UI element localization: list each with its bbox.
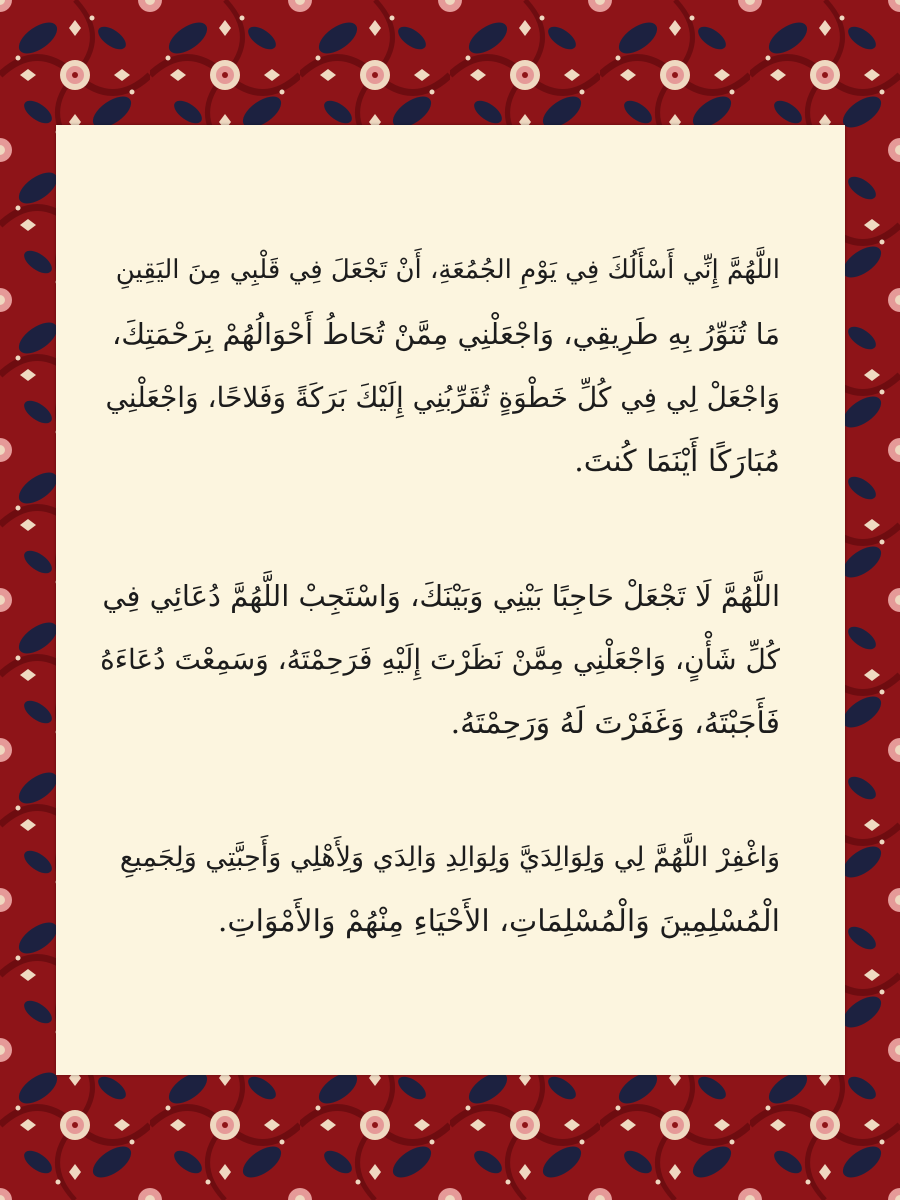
prayer-line: وَاجْعَلْ لِي فِي كُلِّ خَطْوَةٍ تُقَرِّبُنِي إِلَيْكَ بَرَكَةً وَفَلاحًا، وَاجْعَلْنِي	[105, 381, 780, 414]
prayer-line: فَأَجَبْتَهُ، وَغَفَرْتَ لَهُ وَرَحِمْتَهُ.	[450, 706, 780, 741]
prayer-paragraph-3	[100, 826, 780, 954]
prayer-line: اللَّهُمَّ لَا تَجْعَلْ حَاجِبًا بَيْنِي وَبَيْنَكَ، وَاسْتَجِبْ اللَّهُمَّ دُعَائِي فِي	[102, 579, 780, 613]
prayer-paragraph-2	[100, 564, 780, 756]
prayer-paragraph-1	[100, 238, 780, 494]
prayer-line: الْمُسْلِمِينَ وَالْمُسْلِمَاتِ، الأَحْيَاءِ مِنْهُمْ وَالأَمْوَاتِ.	[217, 904, 780, 939]
prayer-line: كُلِّ شَأْنٍ، وَاجْعَلْنِي مِمَّنْ نَظَرْتَ إِلَيْهِ فَرَحِمْتَهُ، وَسَمِعْتَ دُعَاءَهُ	[100, 643, 780, 676]
prayer-line: مُبَارَكًا أَيْنَمَا كُنتَ.	[574, 444, 780, 479]
prayer-line: اللَّهُمَّ إِنِّي أَسْأَلُكَ فِي يَوْمِ الجُمُعَةِ، أَنْ تَجْعَلَ فِي قَلْبِي مِنَ اليَقِينِ	[115, 255, 780, 285]
prayer-line: مَا تُنَوِّرُ بِهِ طَرِيقِي، وَاجْعَلْنِي مِمَّنْ تُحَاطُ أَحْوَالُهُمْ بِرَحْمَتِكَ،	[111, 317, 780, 351]
prayer-line: وَاغْفِرْ اللَّهُمَّ لِي وَلِوَالِدَيَّ وَلِوَالِدِ وَالِدَي وَلِأَهْلِي وَأَحِبَّتِي وَلِجَمِيعِ	[119, 842, 780, 873]
